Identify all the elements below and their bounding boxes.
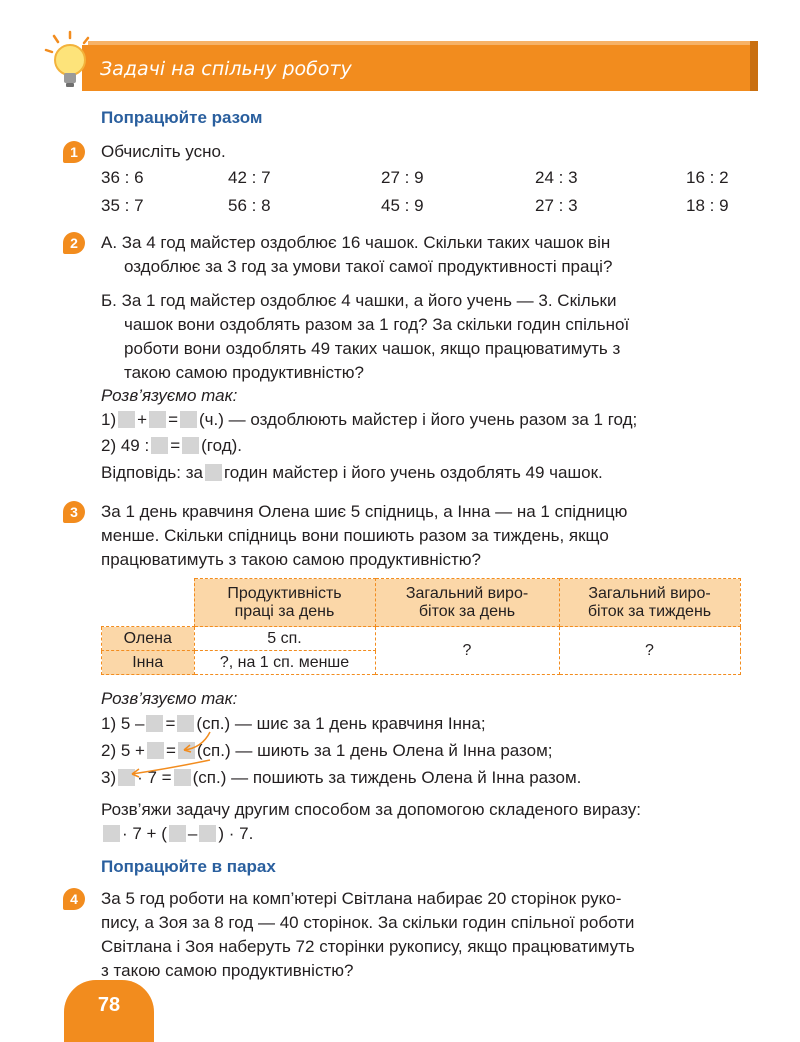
table-corner [102,579,195,627]
answer-blank[interactable] [118,411,135,428]
task2-a-line: А. За 4 год майстер оздоблює 16 чашок. Скільки таких чашок він [101,233,611,252]
task3-line: менше. Скільки спідниць вони пошиють разом за тиждень, якщо [101,526,609,545]
task3-line: працюватимуть з такою самою продуктивністю? [101,550,482,569]
table-row-label: Олена [102,627,195,651]
table-cell-unknown: ? [559,627,740,675]
section-heading-together: Попрацюйте разом [101,108,263,127]
calc-item: 27 : 9 [381,168,424,187]
answer-blank[interactable] [182,437,199,454]
calc-item: 27 : 3 [535,196,578,215]
task-number-badge: 1 [63,141,85,163]
task2-b-line: Б. За 1 год майстер оздоблює 4 чашки, а його учень — 3. Скільки [101,291,617,310]
calc-item: 18 : 9 [686,196,729,215]
banner-side-face [750,41,758,91]
answer-blank[interactable] [149,411,166,428]
task4-line: з такою самою продуктивністю? [101,961,354,980]
task4-line: За 5 год роботи на комп’ютері Світлана набирає 20 сторінок руко- [101,889,622,908]
task2-b-line: такою самою продуктивністю? [124,363,364,382]
calc-item: 36 : 6 [101,168,144,187]
page-title: Задачі на спільну роботу [100,58,352,80]
task3-line: За 1 день кравчиня Олена шиє 5 спідниць, а Інна — на 1 спідницю [101,502,628,521]
task3-second-method: Розв’яжи задачу другим способом за допомогою складеного виразу: [101,800,641,819]
task4-line: пису, а Зоя за 8 год — 40 сторінок. За скільки годин спільної роботи [101,913,635,932]
calc-item: 16 : 2 [686,168,729,187]
task2-a-line: оздоблює за 3 год за умови такої самої продуктивності праці? [124,257,613,276]
table-row-label: Інна [102,651,195,675]
task-number-badge: 3 [63,501,85,523]
task2-step1: 1) + = (ч.) — оздоблюють майстер і його учень разом за 1 год; [101,410,638,429]
task3-step2: 2) 5 + = (сп.) — шиють за 1 день Олена й Інна разом; [101,741,553,760]
task3-step3: 3) · 7 = (сп.) — пошиють за тиждень Олена й Інна разом. [101,768,582,787]
table-cell-unknown: ? [375,627,559,675]
solve-label: Розв’язуємо так: [101,386,238,405]
answer-blank[interactable] [180,411,197,428]
answer-blank[interactable] [169,825,186,842]
solve-label: Розв’язуємо так: [101,689,238,708]
task2-b-line: роботи вони оздоблять 49 таких чашок, якщо працюватимуть з [124,339,621,358]
calc-item: 24 : 3 [535,168,578,187]
calc-item: 42 : 7 [228,168,271,187]
table-header-productivity: Продуктивність праці за день [194,579,375,627]
table-header-week-output: Загальний виро- біток за тиждень [559,579,740,627]
answer-blank[interactable] [199,825,216,842]
task-number-badge: 2 [63,232,85,254]
answer-blank[interactable] [103,825,120,842]
task-number-badge: 4 [63,888,85,910]
table-header-day-output: Загальний виро- біток за день [375,579,559,627]
task3-expression: · 7 + ( – ) · 7. [101,823,253,845]
task2-step2: 2) 49 : = (год). [101,436,243,455]
calc-item: 35 : 7 [101,196,144,215]
lightbulb-icon [40,30,98,94]
page-number: 78 [64,980,154,1042]
section-heading-pairs: Попрацюйте в парах [101,857,276,876]
table-cell: ?, на 1 сп. менше [194,651,375,675]
link-arrows [112,722,262,782]
calc-item: 56 : 8 [228,196,271,215]
table-cell: 5 сп. [194,627,375,651]
task3-step1: 1) 5 – = (сп.) — шиє за 1 день кравчиня Інна; [101,714,486,733]
productivity-table [101,578,741,675]
task1-text: Обчисліть усно. [101,142,226,161]
calc-item: 45 : 9 [381,196,424,215]
task2-b-line: чашок вони оздоблять разом за 1 год? За скільки годин спільної [124,315,630,334]
task2-answer: Відповідь: за годин майстер і його учень оздоблять 49 чашок. [101,463,603,482]
task4-line: Світлана і Зоя наберуть 72 сторінки рукопису, якщо працюватимуть [101,937,635,956]
answer-blank[interactable] [151,437,168,454]
answer-blank[interactable] [205,464,222,481]
